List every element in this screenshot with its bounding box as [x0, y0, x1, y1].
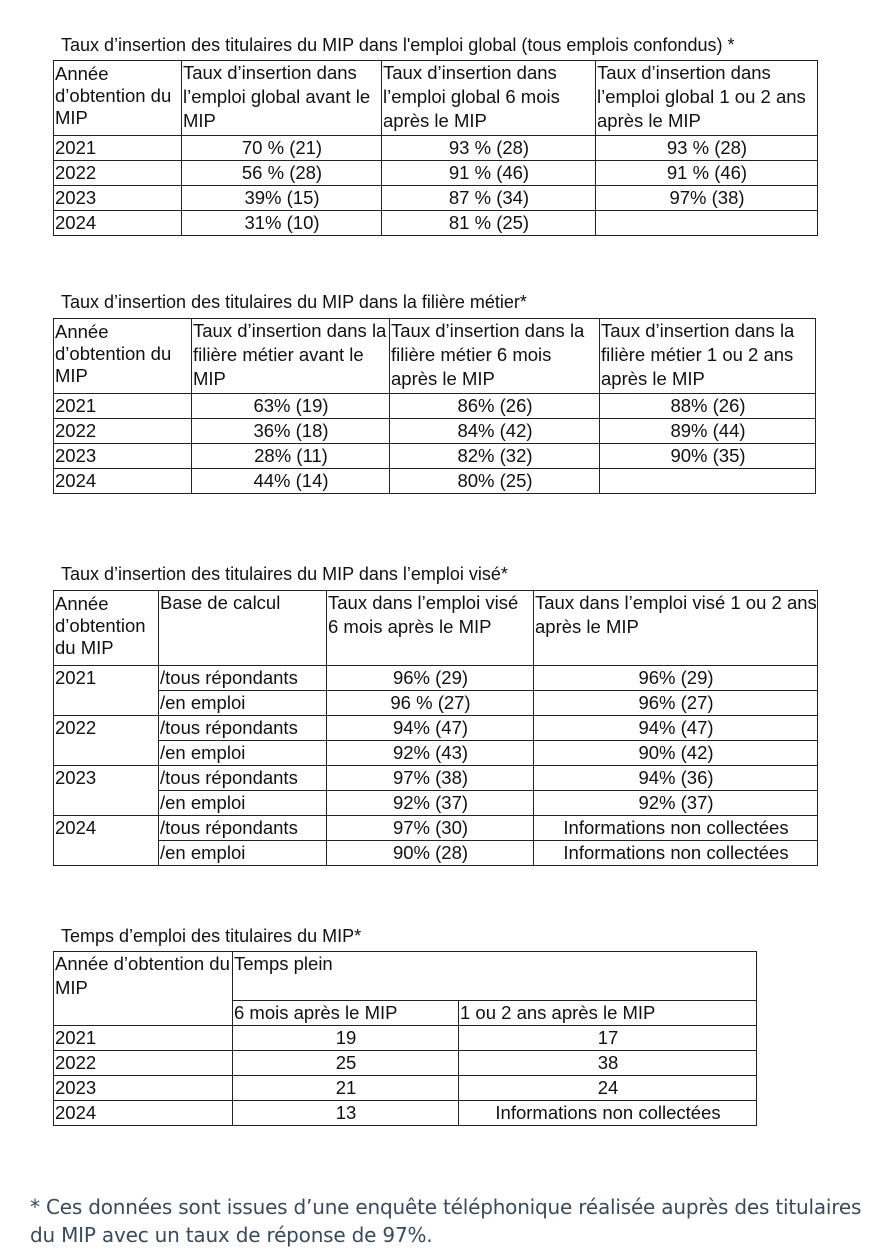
table-1-header-before: Taux d’insertion dans l’emploi global avant le MIP — [182, 61, 382, 136]
value-cell: 86% (26) — [390, 394, 600, 419]
table-row — [54, 211, 818, 236]
table-row — [54, 161, 818, 186]
value-cell: 63% (19) — [192, 394, 390, 419]
value-cell: 80% (25) — [390, 469, 600, 494]
year-cell — [54, 741, 159, 766]
value-cell: 44% (14) — [192, 469, 390, 494]
table-3-header-base: Base de calcul — [159, 591, 327, 666]
value-cell: 13 — [233, 1101, 459, 1126]
table-row — [54, 1051, 757, 1076]
value-cell: 31% (10) — [182, 211, 382, 236]
table-row — [54, 666, 818, 691]
value-cell: 38 — [459, 1051, 757, 1076]
table-4 — [53, 951, 757, 1126]
value-cell: 97% (38) — [596, 186, 818, 211]
table-row — [54, 136, 818, 161]
year-cell: 2023 — [54, 1076, 233, 1101]
base-cell: /en emploi — [159, 741, 327, 766]
value-cell: 92% (37) — [327, 791, 534, 816]
table-row — [54, 841, 818, 866]
table-row — [54, 791, 818, 816]
table-row — [54, 716, 818, 741]
year-cell: 2021 — [54, 136, 182, 161]
value-cell: 93 % (28) — [596, 136, 818, 161]
year-cell: 2021 — [54, 666, 159, 691]
value-cell: 90% (42) — [534, 741, 818, 766]
table-4-subheader-6months: 6 mois après le MIP — [233, 1001, 459, 1026]
table-4-header-group: Temps plein — [233, 952, 757, 1001]
year-cell — [54, 691, 159, 716]
year-cell: 2024 — [54, 469, 192, 494]
table-row — [54, 1076, 757, 1101]
table-row — [54, 469, 816, 494]
table-row — [54, 691, 818, 716]
value-cell: 96% (29) — [534, 666, 818, 691]
base-cell: /en emploi — [159, 791, 327, 816]
table-2-header-year: Année d’obtention du MIP — [54, 319, 192, 394]
table-row — [54, 444, 816, 469]
value-cell: 90% (35) — [600, 444, 816, 469]
survey-footnote: * Ces données sont issues d’une enquête téléphonique réalisée auprès des titulaires du MIP avec un taux de réponse de 97%. — [30, 1195, 862, 1247]
year-cell: 2021 — [54, 1026, 233, 1051]
table-row — [54, 816, 818, 841]
table-row — [54, 741, 818, 766]
value-cell: 81 % (25) — [382, 211, 596, 236]
base-cell: /tous répondants — [159, 666, 327, 691]
table-row — [54, 186, 818, 211]
value-cell — [596, 211, 818, 236]
table-4-caption: Temps d’emploi des titulaires du MIP* — [61, 926, 362, 946]
table-2-header-1-2years: Taux d’insertion dans la filière métier 1 ou 2 ans après le MIP — [600, 319, 816, 394]
value-cell: 89% (44) — [600, 419, 816, 444]
table-3-caption: Taux d’insertion des titulaires du MIP dans l’emploi visé* — [61, 564, 508, 584]
year-cell: 2023 — [54, 766, 159, 791]
year-cell: 2024 — [54, 1101, 233, 1126]
value-cell: Informations non collectées — [534, 816, 818, 841]
value-cell: 94% (47) — [534, 716, 818, 741]
value-cell: 93 % (28) — [382, 136, 596, 161]
table-1-header-1-2years: Taux d’insertion dans l’emploi global 1 ou 2 ans après le MIP — [596, 61, 818, 136]
year-cell: 2022 — [54, 716, 159, 741]
table-3 — [53, 590, 818, 866]
table-3-header-year: Année d’obtention du MIP — [54, 591, 159, 666]
value-cell: 96% (27) — [534, 691, 818, 716]
table-2-header-6months: Taux d’insertion dans la filière métier 6 mois après le MIP — [390, 319, 600, 394]
table-row — [54, 1101, 757, 1126]
base-cell: /en emploi — [159, 841, 327, 866]
value-cell: 17 — [459, 1026, 757, 1051]
table-row — [54, 419, 816, 444]
year-cell: 2022 — [54, 419, 192, 444]
value-cell: 90% (28) — [327, 841, 534, 866]
value-cell: 24 — [459, 1076, 757, 1101]
value-cell: 70 % (21) — [182, 136, 382, 161]
table-4-header-row — [54, 952, 757, 1001]
year-cell: 2022 — [54, 161, 182, 186]
table-2-header-row — [54, 319, 816, 394]
value-cell: 87 % (34) — [382, 186, 596, 211]
value-cell: 91 % (46) — [382, 161, 596, 186]
table-1-caption: Taux d’insertion des titulaires du MIP dans l'emploi global (tous emplois confondus) * — [61, 35, 735, 55]
table-row — [54, 394, 816, 419]
year-cell: 2024 — [54, 816, 159, 841]
value-cell: 96 % (27) — [327, 691, 534, 716]
year-cell: 2022 — [54, 1051, 233, 1076]
value-cell: 92% (43) — [327, 741, 534, 766]
value-cell: 19 — [233, 1026, 459, 1051]
base-cell: /tous répondants — [159, 816, 327, 841]
table-2-caption: Taux d’insertion des titulaires du MIP dans la filière métier* — [61, 292, 527, 312]
value-cell: 97% (38) — [327, 766, 534, 791]
table-1-header-year: Année d’obtention du MIP — [54, 61, 182, 136]
table-3-header-row — [54, 591, 818, 666]
table-4-header-year: Année d’obtention du MIP — [54, 952, 233, 1026]
year-cell: 2024 — [54, 211, 182, 236]
base-cell: /en emploi — [159, 691, 327, 716]
table-row — [54, 1026, 757, 1051]
value-cell: 36% (18) — [192, 419, 390, 444]
table-2-header-before: Taux d’insertion dans la filière métier avant le MIP — [192, 319, 390, 394]
value-cell: 39% (15) — [182, 186, 382, 211]
value-cell: Informations non collectées — [459, 1101, 757, 1126]
table-1-header-row — [54, 61, 818, 136]
table-2 — [53, 318, 816, 494]
value-cell: 92% (37) — [534, 791, 818, 816]
value-cell — [600, 469, 816, 494]
value-cell: 88% (26) — [600, 394, 816, 419]
base-cell: /tous répondants — [159, 766, 327, 791]
table-3-header-1-2years: Taux dans l’emploi visé 1 ou 2 ans après le MIP — [534, 591, 818, 666]
table-1-header-6months: Taux d’insertion dans l’emploi global 6 mois après le MIP — [382, 61, 596, 136]
value-cell: 28% (11) — [192, 444, 390, 469]
value-cell: 84% (42) — [390, 419, 600, 444]
table-row — [54, 766, 818, 791]
value-cell: 94% (36) — [534, 766, 818, 791]
base-cell: /tous répondants — [159, 716, 327, 741]
value-cell: 91 % (46) — [596, 161, 818, 186]
value-cell: 21 — [233, 1076, 459, 1101]
year-cell: 2021 — [54, 394, 192, 419]
value-cell: 56 % (28) — [182, 161, 382, 186]
value-cell: 97% (30) — [327, 816, 534, 841]
table-4-subheader-1-2years: 1 ou 2 ans après le MIP — [459, 1001, 757, 1026]
year-cell — [54, 791, 159, 816]
value-cell: 96% (29) — [327, 666, 534, 691]
table-3-header-6months: Taux dans l’emploi visé 6 mois après le MIP — [327, 591, 534, 666]
table-1 — [53, 60, 818, 236]
year-cell: 2023 — [54, 186, 182, 211]
year-cell: 2023 — [54, 444, 192, 469]
year-cell — [54, 841, 159, 866]
value-cell: 82% (32) — [390, 444, 600, 469]
value-cell: 25 — [233, 1051, 459, 1076]
value-cell: 94% (47) — [327, 716, 534, 741]
value-cell: Informations non collectées — [534, 841, 818, 866]
